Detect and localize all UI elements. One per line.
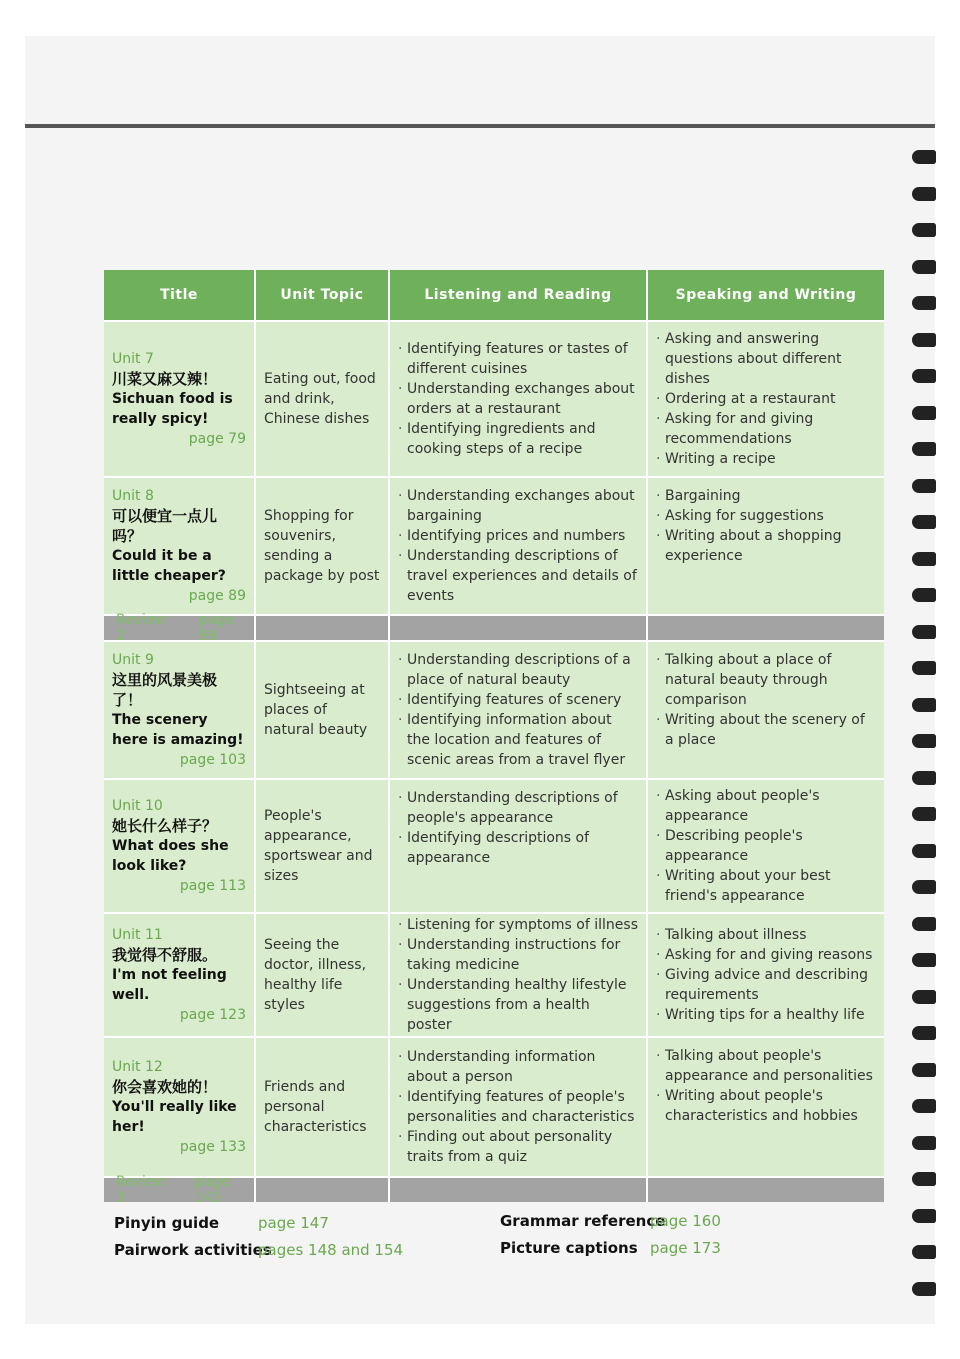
list-item: · Writing about people's characteristics and hobbies	[656, 1086, 876, 1126]
spiral-ring	[912, 260, 936, 274]
list-item: · Identifying information about the location and features of scenic areas from a travel flyer	[398, 710, 638, 770]
review-row	[104, 612, 884, 644]
list-item: · Talking about people's appearance and personalities	[656, 1046, 876, 1086]
listening-list	[398, 650, 638, 770]
spiral-ring	[912, 369, 936, 383]
list-item: · Understanding healthy lifestyle suggestions from a health poster	[398, 975, 638, 1035]
picture-captions-label: Picture captions	[500, 1239, 638, 1257]
list-item: · Understanding descriptions of people's appearance	[398, 788, 638, 828]
speaking-list	[656, 486, 876, 606]
list-item: · Ordering at a restaurant	[656, 389, 876, 409]
list-item: · Asking about people's appearance	[656, 786, 876, 826]
list-item: · Understanding descriptions of travel experiences and details of events	[398, 546, 638, 606]
speaking-list	[656, 650, 876, 770]
list-item: · Writing tips for a healthy life	[656, 1005, 876, 1025]
list-item: · Giving advice and describing requirements	[656, 965, 876, 1005]
unit-row	[104, 476, 884, 614]
unit-topic: Friends and personal characteristics	[256, 1038, 390, 1176]
grammar-reference-page: page 160	[650, 1212, 721, 1230]
unit-number: Unit 7	[112, 351, 154, 367]
spiral-ring	[912, 661, 936, 675]
list-item: · Identifying descriptions of appearance	[398, 828, 638, 868]
unit-chinese-title: 你会喜欢她的！	[112, 1078, 218, 1096]
unit-topic: Seeing the doctor, illness, healthy life styles	[256, 914, 390, 1036]
spiral-binding	[912, 140, 942, 1310]
review-row	[104, 1174, 884, 1206]
unit-title-cell	[104, 478, 256, 614]
review-label: Review 3	[116, 1174, 166, 1206]
page-top-rule	[25, 124, 935, 128]
pairwork-label: Pairwork activities	[114, 1241, 272, 1259]
unit-english-title: Sichuan food is really spicy!	[112, 391, 233, 427]
unit-title-cell	[104, 1038, 256, 1176]
spiral-ring	[912, 625, 936, 639]
grammar-reference-label: Grammar reference	[500, 1212, 666, 1230]
header-title: Title	[104, 270, 256, 320]
unit-title-cell	[104, 914, 256, 1036]
unit-topic: Shopping for souvenirs, sending a package by post	[256, 478, 390, 614]
spiral-ring	[912, 1136, 936, 1150]
unit-chinese-title: 她长什么样子？	[112, 817, 218, 835]
unit-english-title: I'm not feeling well.	[112, 967, 227, 1003]
unit-page: page 103	[179, 752, 246, 768]
unit-title-cell	[104, 322, 256, 476]
review-page: page 99	[198, 612, 234, 644]
list-item: · Talking about illness	[656, 925, 876, 945]
listening-list	[398, 788, 638, 904]
list-item: · Identifying features or tastes of different cuisines	[398, 339, 638, 379]
list-item: · Writing about the scenery of a place	[656, 710, 876, 750]
spiral-ring	[912, 223, 936, 237]
unit-topic: Eating out, food and drink, Chinese dishes	[256, 322, 390, 476]
spiral-ring	[912, 150, 936, 164]
unit-row	[104, 640, 884, 778]
unit-number: Unit 9	[112, 652, 154, 668]
spiral-ring	[912, 953, 936, 967]
list-item: · Asking for and giving reasons	[656, 945, 876, 965]
list-item: · Identifying features of scenery	[398, 690, 638, 710]
unit-page: page 79	[188, 431, 246, 447]
unit-row	[104, 912, 884, 1036]
spiral-ring	[912, 187, 936, 201]
pinyin-guide-label: Pinyin guide	[114, 1214, 220, 1232]
unit-english-title: The scenery here is amazing!	[112, 712, 244, 748]
spiral-ring	[912, 1172, 936, 1186]
list-item: · Understanding exchanges about bargaining	[398, 486, 638, 526]
spiral-ring	[912, 333, 936, 347]
spiral-ring	[912, 588, 936, 602]
picture-captions-page: page 173	[650, 1239, 721, 1257]
list-item: · Describing people's appearance	[656, 826, 876, 866]
speaking-list	[656, 330, 876, 468]
unit-english-title: Could it be a little cheaper?	[112, 548, 226, 584]
unit-row	[104, 320, 884, 476]
unit-page: page 113	[179, 878, 246, 894]
unit-page: page 89	[188, 588, 246, 604]
spiral-ring	[912, 1063, 936, 1077]
header-unit-topic: Unit Topic	[256, 270, 390, 320]
unit-page: page 133	[179, 1139, 246, 1155]
header-speaking-writing: Speaking and Writing	[675, 287, 857, 303]
speaking-list	[656, 922, 876, 1028]
spiral-ring	[912, 880, 936, 894]
list-item: · Writing a recipe	[656, 449, 876, 469]
spiral-ring	[912, 807, 936, 821]
list-item: · Writing about a shopping experience	[656, 526, 876, 566]
listening-list	[398, 486, 638, 606]
unit-chinese-title: 这里的风景美极了！	[112, 671, 218, 709]
list-item: · Asking and answering questions about different dishes	[656, 329, 876, 389]
listening-list	[398, 1046, 638, 1168]
pinyin-guide-page: page 147	[258, 1214, 329, 1232]
spiral-ring	[912, 917, 936, 931]
spiral-ring	[912, 734, 936, 748]
pairwork-page: pages 148 and 154	[258, 1241, 404, 1259]
list-item: · Asking for and giving recommendations	[656, 409, 876, 449]
spiral-ring	[912, 844, 936, 858]
spiral-ring	[912, 1282, 936, 1296]
list-item: · Writing about your best friend's appearance	[656, 866, 876, 906]
spiral-ring	[912, 406, 936, 420]
unit-number: Unit 10	[112, 798, 163, 814]
unit-english-title: You'll really like her!	[112, 1099, 237, 1135]
unit-chinese-title: 我觉得不舒服。	[112, 946, 218, 964]
list-item: · Identifying ingredients and cooking steps of a recipe	[398, 419, 638, 459]
list-item: · Asking for suggestions	[656, 506, 876, 526]
unit-chinese-title: 可以便宜一点儿吗？	[112, 507, 218, 545]
unit-english-title: What does she look like?	[112, 838, 229, 874]
list-item: · Identifying features of people's personalities and characteristics	[398, 1087, 638, 1127]
spiral-ring	[912, 442, 936, 456]
review-label: Review 2	[116, 612, 166, 644]
spiral-ring	[912, 698, 936, 712]
unit-chinese-title: 川菜又麻又辣！	[112, 370, 218, 388]
unit-topic: Sightseeing at places of natural beauty	[256, 642, 390, 778]
spiral-ring	[912, 479, 936, 493]
list-item: · Understanding instructions for taking medicine	[398, 935, 638, 975]
unit-number: Unit 8	[112, 488, 154, 504]
list-item: · Understanding exchanges about orders at a restaurant	[398, 379, 638, 419]
spiral-ring	[912, 1099, 936, 1113]
spiral-ring	[912, 296, 936, 310]
unit-row	[104, 1036, 884, 1176]
spiral-ring	[912, 1026, 936, 1040]
list-item: · Identifying prices and numbers	[398, 526, 638, 546]
table-header	[104, 270, 884, 320]
unit-row	[104, 778, 884, 912]
listening-list	[398, 330, 638, 468]
speaking-list	[656, 788, 876, 904]
contents-table	[104, 270, 884, 1206]
list-item: · Understanding descriptions of a place of natural beauty	[398, 650, 638, 690]
list-item: · Listening for symptoms of illness	[398, 915, 638, 935]
header-listening-reading: Listening and Reading	[390, 270, 648, 320]
spiral-ring	[912, 515, 936, 529]
spiral-ring	[912, 990, 936, 1004]
unit-number: Unit 12	[112, 1059, 163, 1075]
unit-title-cell	[104, 642, 256, 778]
unit-page: page 123	[179, 1007, 246, 1023]
unit-title-cell	[104, 780, 256, 912]
appendix-links	[0, 1210, 960, 1270]
unit-topic: People's appearance, sportswear and sizes	[256, 780, 390, 912]
speaking-list	[656, 1046, 876, 1168]
unit-number: Unit 11	[112, 927, 163, 943]
review-page: page 143	[194, 1174, 230, 1206]
spiral-ring	[912, 771, 936, 785]
spiral-ring	[912, 552, 936, 566]
list-item: · Finding out about personality traits from a quiz	[398, 1127, 638, 1167]
list-item: · Talking about a place of natural beauty through comparison	[656, 650, 876, 710]
list-item: · Bargaining	[656, 486, 876, 506]
list-item: · Understanding information about a person	[398, 1047, 638, 1087]
listening-list	[398, 917, 638, 1033]
